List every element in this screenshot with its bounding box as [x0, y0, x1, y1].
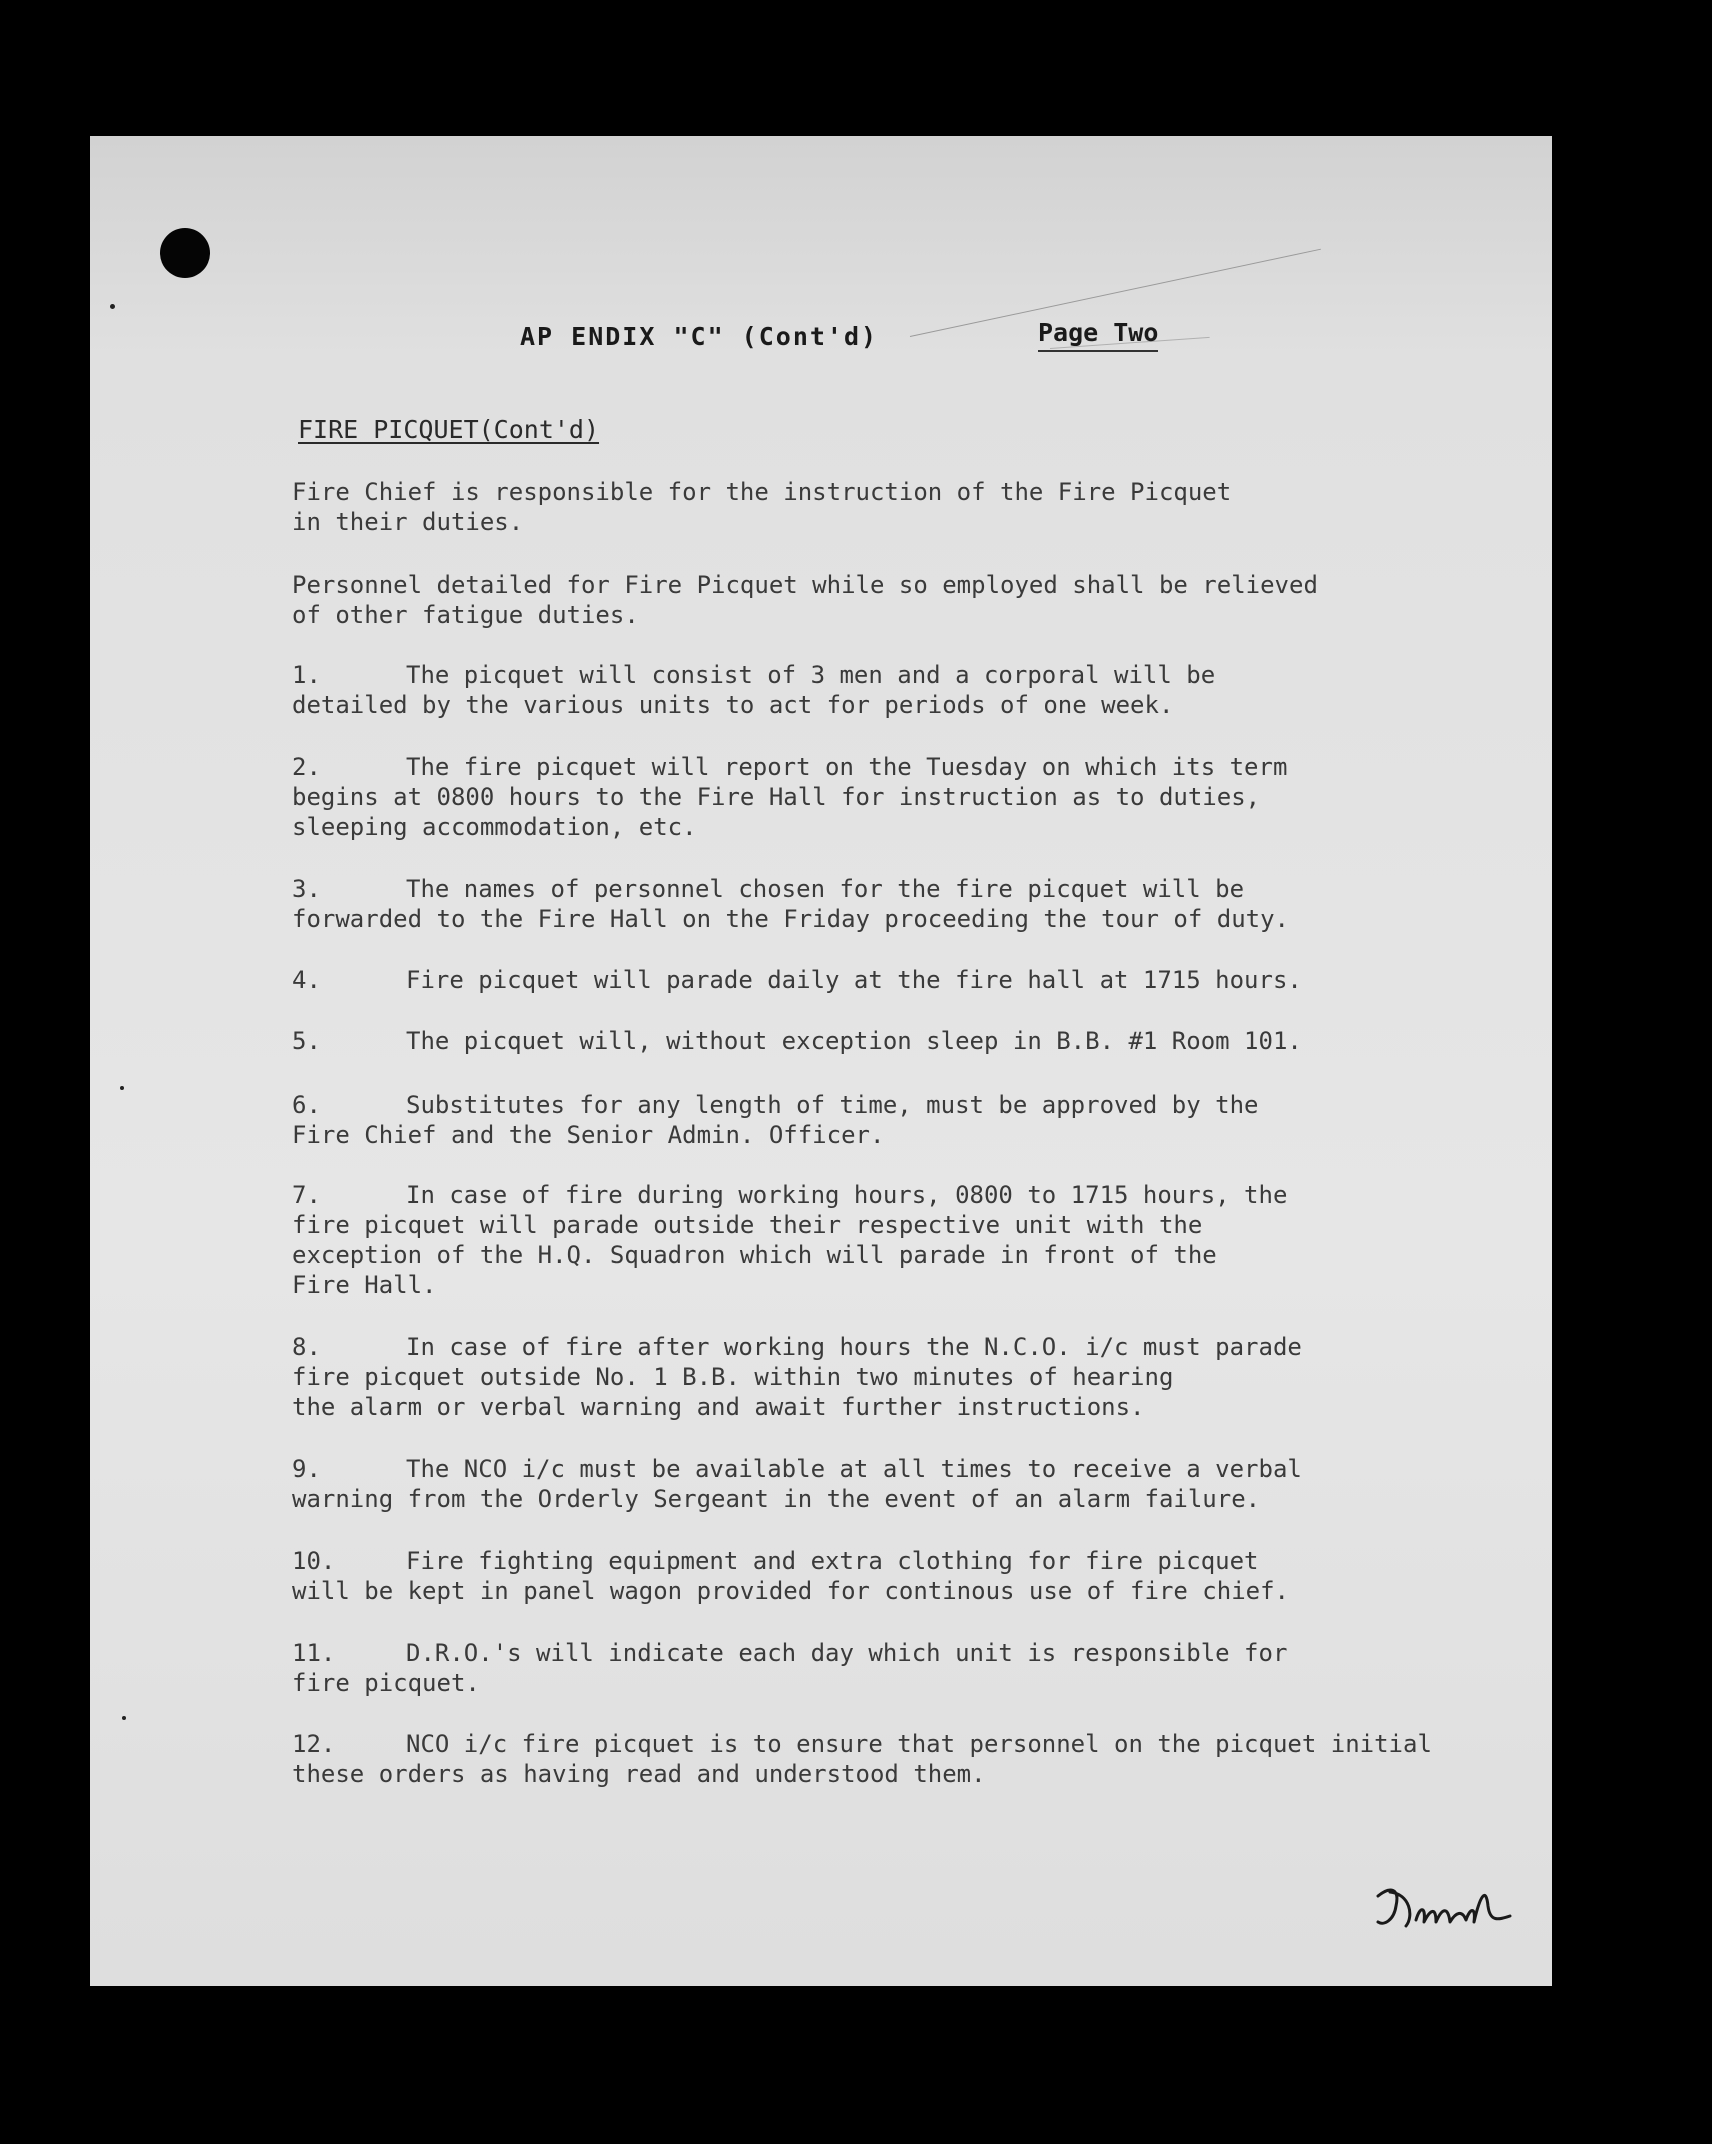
item-text: The picquet will consist of 3 men and a corporal will be — [406, 661, 1216, 689]
item-text: these orders as having read and understood them. — [292, 1760, 986, 1788]
item-number: 4. — [292, 966, 321, 994]
item-number: 7. — [292, 1181, 321, 1209]
item-text: Fire fighting equipment and extra clothing for fire picquet — [406, 1547, 1259, 1575]
list-item — [292, 752, 1532, 842]
speck — [110, 304, 115, 309]
item-number: 6. — [292, 1091, 321, 1119]
item-text: Substitutes for any length of time, must be approved by the — [406, 1091, 1259, 1119]
list-item — [292, 1729, 1532, 1789]
item-text: fire picquet outside No. 1 B.B. within two minutes of hearing the alarm or verbal warning and await further instructions. — [292, 1363, 1174, 1421]
item-text: fire picquet will parade outside their respective unit with the exception of the H.Q. Squadron which will parade in front of the Fire Hall. — [292, 1211, 1217, 1299]
item-text: warning from the Orderly Sergeant in the event of an alarm failure. — [292, 1485, 1261, 1513]
section-title: FIRE PICQUET(Cont'd) — [298, 415, 600, 444]
item-text: The names of personnel chosen for the fire picquet will be — [406, 875, 1245, 903]
list-item — [292, 1546, 1532, 1606]
handwritten-signature — [1370, 1876, 1520, 1936]
list-item — [292, 1332, 1532, 1422]
item-number: 3. — [292, 875, 321, 903]
item-number: 8. — [292, 1333, 321, 1361]
item-number: 2. — [292, 753, 321, 781]
list-item — [292, 1090, 1532, 1150]
item-text: The fire picquet will report on the Tuesday on which its term — [406, 753, 1288, 781]
item-text: begins at 0800 hours to the Fire Hall for instruction as to duties, sleeping accommodation, etc. — [292, 783, 1261, 841]
intro-paragraph: Fire Chief is responsible for the instruction of the Fire Picquet in their duties. — [292, 478, 1232, 536]
item-text: D.R.O.'s will indicate each day which unit is responsible for — [406, 1639, 1288, 1667]
list-item — [292, 1180, 1532, 1300]
item-text: Fire picquet will parade daily at the fire hall at 1715 hours. — [406, 966, 1302, 994]
punch-hole — [160, 228, 210, 278]
list-item — [292, 1638, 1532, 1698]
list-item — [292, 965, 1532, 995]
item-text: In case of fire during working hours, 0800 to 1715 hours, the — [406, 1181, 1288, 1209]
intro-paragraph: Personnel detailed for Fire Picquet while so employed shall be relieved of other fatigue duties. — [292, 571, 1318, 629]
item-number: 5. — [292, 1027, 321, 1055]
list-item — [292, 1026, 1532, 1056]
item-text: Fire Chief and the Senior Admin. Officer. — [292, 1121, 885, 1149]
item-number: 9. — [292, 1455, 321, 1483]
item-number: 10. — [292, 1547, 336, 1575]
appendix-heading: AP ENDIX "C" (Cont'd) — [520, 322, 879, 351]
list-item — [292, 660, 1532, 720]
item-text: The picquet will, without exception sleep in B.B. #1 Room 101. — [406, 1027, 1302, 1055]
item-number: 11. — [292, 1639, 336, 1667]
item-text: fire picquet. — [292, 1669, 480, 1697]
item-text: will be kept in panel wagon provided for continous use of fire chief. — [292, 1577, 1289, 1605]
item-text: detailed by the various units to act for periods of one week. — [292, 691, 1174, 719]
page-label: Page Two — [1038, 318, 1158, 352]
item-number: 12. — [292, 1730, 336, 1758]
item-text: NCO i/c fire picquet is to ensure that personnel on the picquet initial — [406, 1730, 1432, 1758]
list-item — [292, 874, 1532, 934]
speck — [120, 1086, 124, 1090]
speck — [122, 1716, 126, 1720]
document-page — [90, 136, 1552, 1986]
item-number: 1. — [292, 661, 321, 689]
item-text: In case of fire after working hours the N.C.O. i/c must parade — [406, 1333, 1302, 1361]
list-item — [292, 1454, 1532, 1514]
item-text: The NCO i/c must be available at all times to receive a verbal — [406, 1455, 1302, 1483]
item-text: forwarded to the Fire Hall on the Friday proceeding the tour of duty. — [292, 905, 1289, 933]
